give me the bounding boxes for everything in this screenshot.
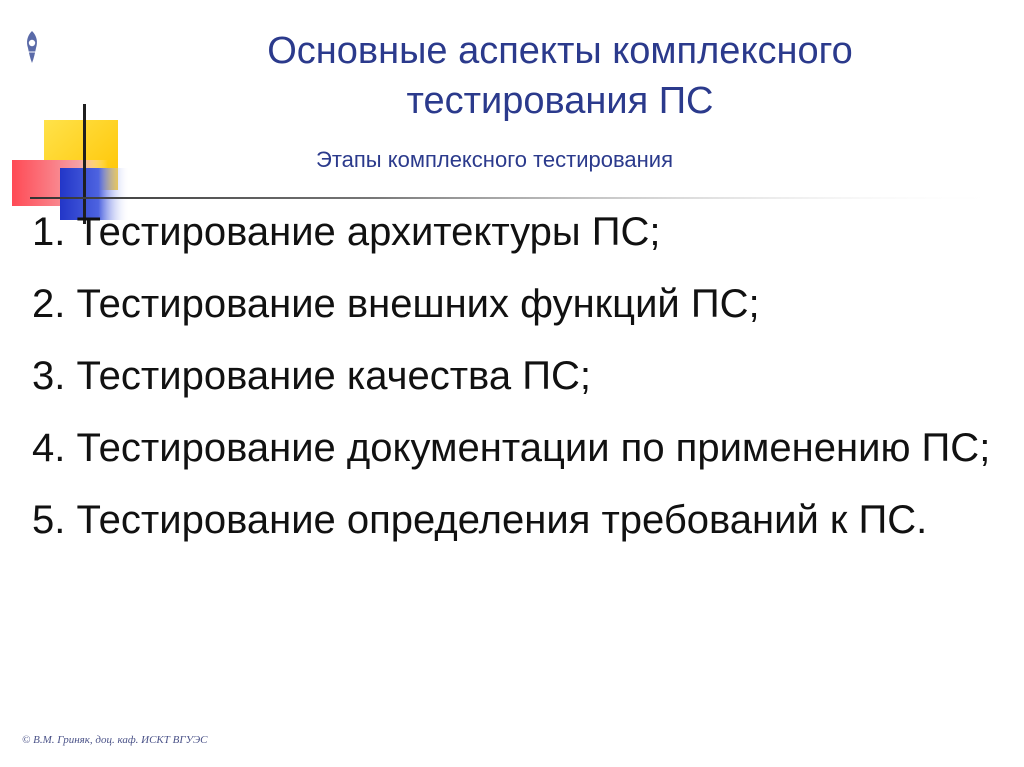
footer-copyright: © В.М. Гриняк, доц. каф. ИСКТ ВГУЭС xyxy=(22,734,208,746)
list-item: 5. Тестирование определения требований к ПС. xyxy=(32,498,928,542)
list-item: 2. Тестирование внешних функций ПС; xyxy=(32,282,760,326)
slide-title: Основные аспекты комплексного тестирования ПС xyxy=(267,30,853,122)
testing-stages-list xyxy=(32,210,992,570)
list-item: 4. Тестирование документации по применению ПС; xyxy=(32,426,991,470)
list-item: 3. Тестирование качества ПС; xyxy=(32,354,591,398)
deco-horizontal-line xyxy=(30,197,1010,199)
slide-subtitle: Этапы комплексного тестирования xyxy=(316,147,674,172)
list-item: 1. Тестирование архитектуры ПС; xyxy=(32,210,661,254)
deco-vertical-line xyxy=(83,104,86,224)
